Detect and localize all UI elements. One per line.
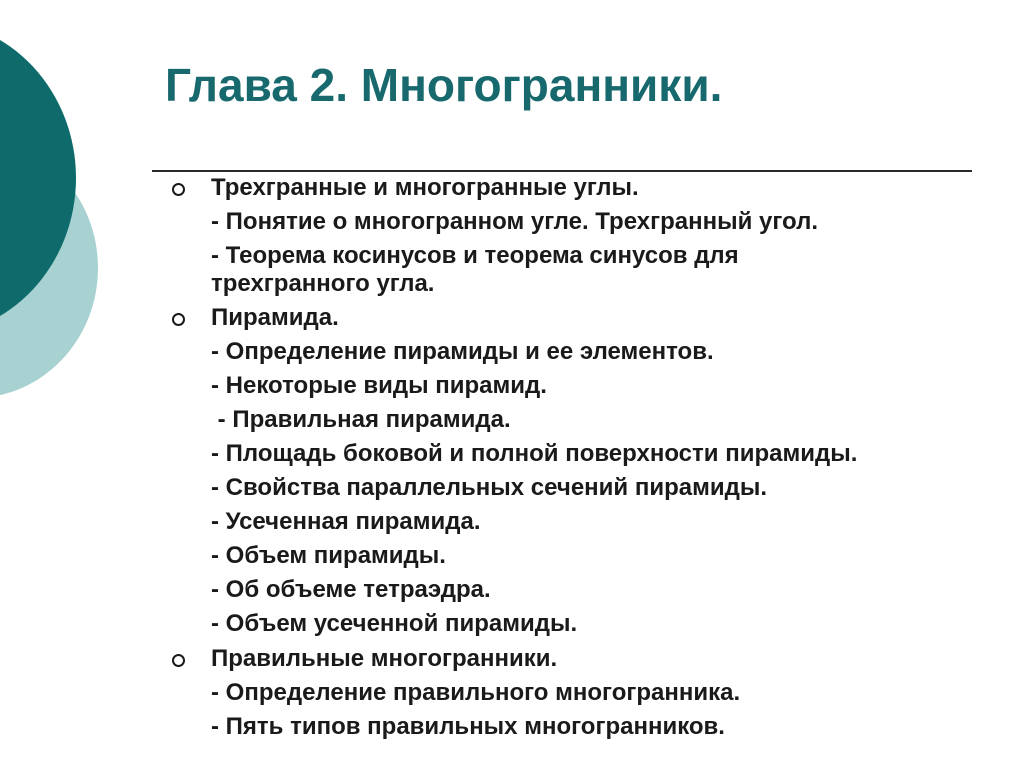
section-item: - Определение пирамиды и ее элементов. (211, 338, 714, 365)
section-item: - Правильная пирамида. (211, 406, 511, 433)
section-item: - Свойства параллельных сечений пирамиды. (211, 474, 767, 501)
section-item: - Некоторые виды пирамид. (211, 372, 547, 399)
section-heading: Трехгранные и многогранные углы. (211, 174, 639, 201)
section-item: трехгранного угла. (211, 270, 435, 297)
section-item: - Понятие о многогранном угле. Трехгранный угол. (211, 208, 818, 235)
bullet-circle-icon (172, 313, 185, 326)
section-item: - Усеченная пирамида. (211, 508, 481, 535)
section-item: - Площадь боковой и полной поверхности пирамиды. (211, 440, 858, 467)
section-heading: Пирамида. (211, 304, 339, 331)
slide-title: Глава 2. Многогранники. (165, 59, 723, 111)
section-item: - Объем усеченной пирамиды. (211, 610, 578, 637)
section-item: - Об объеме тетраэдра. (211, 576, 491, 603)
section-item: - Объем пирамиды. (211, 542, 446, 569)
section-item: - Пять типов правильных многогранников. (211, 713, 725, 740)
bullet-circle-icon (172, 654, 185, 667)
section-heading: Правильные многогранники. (211, 645, 558, 672)
bullet-circle-icon (172, 183, 185, 196)
section-item: - Определение правильного многогранника. (211, 679, 741, 706)
section-item: - Теорема косинусов и теорема синусов для (211, 242, 739, 269)
